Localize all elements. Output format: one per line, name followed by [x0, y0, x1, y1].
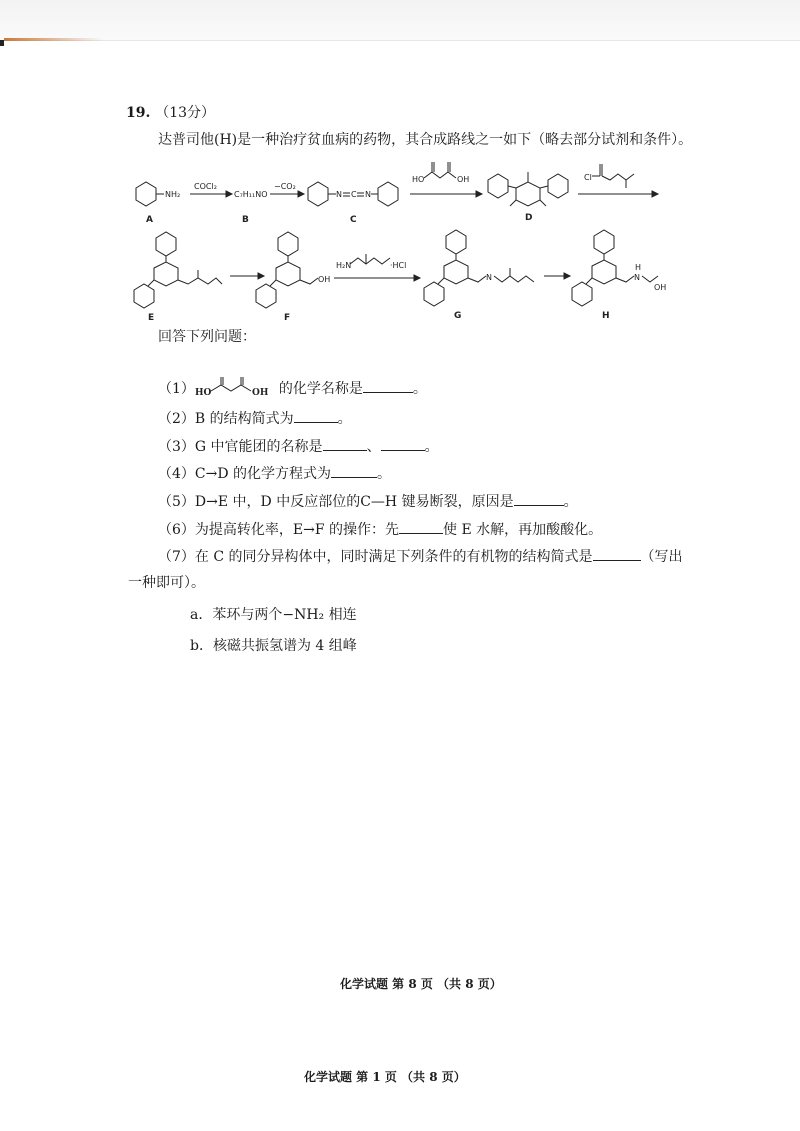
- svg-text:D: D: [525, 213, 533, 223]
- scan-smudge: [4, 38, 104, 41]
- item-7: （7）在 C 的同分异构体中，同时满足下列条件的有机物的结构简式是 （写出: [158, 546, 683, 566]
- svg-text:·HCl: ·HCl: [390, 261, 407, 270]
- condition-a: a．苯环与两个−NH₂ 相连: [190, 607, 357, 623]
- answer-blank-3b[interactable]: [381, 436, 425, 451]
- item-5: （5）D→E 中，D 中反应部位的C—H 键易断裂，原因是 。: [158, 491, 578, 511]
- svg-text:OH: OH: [457, 175, 470, 184]
- reagent-malonic-acid: [410, 162, 482, 197]
- synthesis-scheme: [128, 158, 668, 328]
- answer-blank-1[interactable]: [363, 378, 413, 393]
- answer-blank-7[interactable]: [593, 546, 641, 561]
- answer-header: 回答下列问题：: [158, 329, 256, 345]
- svg-text:F: F: [284, 313, 291, 323]
- scan-top-strip: [0, 0, 800, 41]
- arrow-b-to-c: [270, 182, 304, 197]
- label-b: B: [242, 215, 249, 225]
- question-number: 19. （13分）: [126, 105, 216, 121]
- malonic-acid-structure: [195, 375, 279, 403]
- page-footer-lower: 化学试题 第 1 页 （共 8 页）: [304, 1070, 466, 1084]
- molecule-f: [256, 232, 330, 323]
- svg-text:COCl₂: COCl₂: [194, 182, 217, 191]
- molecule-e: [134, 232, 222, 323]
- molecule-d: [488, 172, 568, 223]
- reagent-glycine-ethyl-ester-hcl: [334, 254, 420, 281]
- page-footer-upper: 化学试题 第 8 页 （共 8 页）: [340, 977, 502, 991]
- svg-text:N: N: [634, 273, 640, 282]
- svg-text:HO: HO: [194, 388, 212, 398]
- scan-corner-mark: [0, 40, 4, 46]
- condition-b: b．核磁共振氢谱为 4 组峰: [190, 638, 357, 654]
- svg-text:OH: OH: [654, 283, 667, 292]
- molecule-h: [572, 230, 666, 321]
- item-3: （3）G 中官能团的名称是 、 。: [158, 436, 439, 456]
- svg-text:G: G: [454, 311, 462, 321]
- answer-blank-2[interactable]: [294, 408, 338, 423]
- reagent-isobutyl-chloroformate: [578, 164, 658, 197]
- svg-text:N: N: [365, 190, 371, 199]
- answer-blank-3a[interactable]: [323, 436, 367, 451]
- label-c: C: [350, 215, 357, 225]
- answer-blank-6[interactable]: [399, 519, 443, 534]
- svg-text:H₂N: H₂N: [336, 261, 352, 270]
- svg-text:OH: OH: [318, 275, 331, 284]
- molecule-g: [424, 230, 534, 321]
- svg-text:E: E: [148, 313, 155, 323]
- item-4: （4）C→D 的化学方程式为 。: [158, 463, 391, 483]
- item-7-continuation: 一种即可）。: [128, 575, 205, 591]
- item-6: （6）为提高转化率，E→F 的操作：先 使 E 水解，再加酸酸化。: [158, 519, 602, 539]
- formula-b: C₇H₁₁NO: [234, 190, 268, 199]
- item-2: （2）B 的结构简式为 。: [158, 408, 352, 428]
- label-a: A: [146, 215, 153, 225]
- svg-text:H: H: [635, 263, 642, 272]
- question-intro: 达普司他(H)是一种治疗贫血病的药物，其合成路线之一如下（略去部分试剂和条件）。: [158, 132, 693, 148]
- item-1: （1） HO OH 的化学名称是 。: [158, 375, 427, 403]
- arrow-e-to-f: [230, 273, 264, 279]
- svg-text:N: N: [486, 273, 492, 282]
- arrow-a-to-b: [190, 182, 232, 197]
- answer-blank-4[interactable]: [331, 463, 377, 478]
- svg-text:C: C: [351, 190, 357, 199]
- molecule-c: [308, 182, 398, 206]
- svg-text:OH: OH: [251, 388, 269, 398]
- svg-text:H: H: [602, 311, 610, 321]
- answer-blank-5[interactable]: [514, 491, 564, 506]
- molecule-a: [136, 182, 180, 206]
- svg-text:HO: HO: [412, 175, 425, 184]
- svg-text:NH₂: NH₂: [165, 190, 181, 199]
- svg-text:−CO₂: −CO₂: [274, 182, 296, 191]
- arrow-g-to-h: [544, 273, 570, 279]
- svg-text:N: N: [336, 190, 342, 199]
- svg-text:Cl: Cl: [584, 173, 592, 182]
